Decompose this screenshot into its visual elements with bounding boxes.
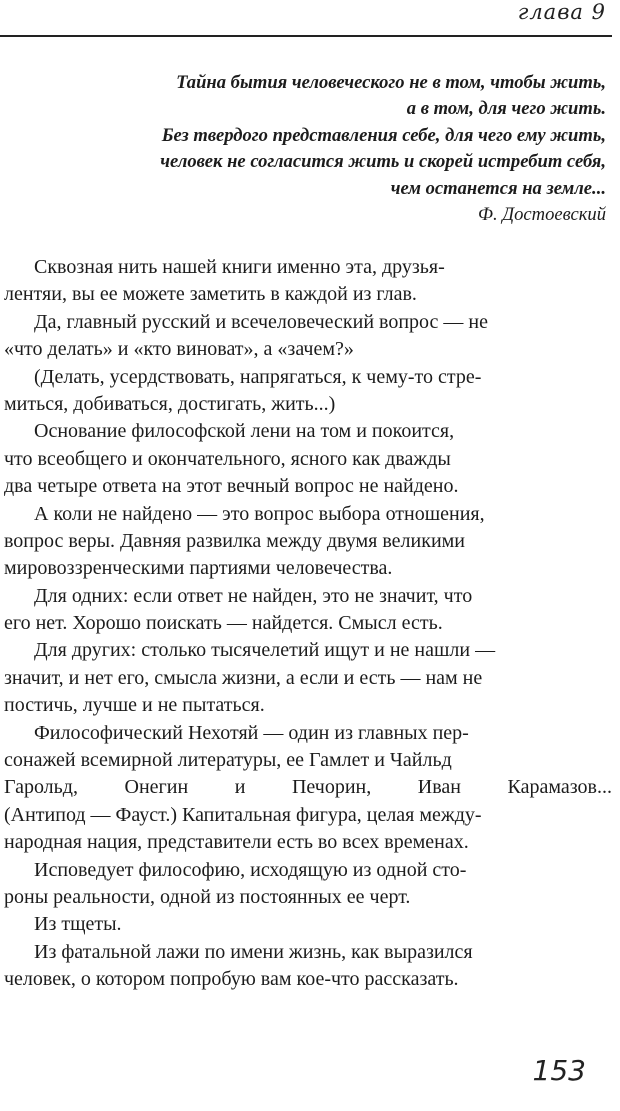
body-line: Философический Нехотяй — один из главных пер- <box>34 721 469 744</box>
body-line: что всеобщего и окончательного, ясного как дважды <box>4 447 451 470</box>
body-line: Гарольд, Онегин и Печорин, Иван Карамазов... <box>4 776 612 799</box>
epigraph <box>16 70 606 228</box>
body-line: мировоззренческими партиями человечества. <box>4 557 393 580</box>
header-rule <box>0 35 612 37</box>
page-number: 153 <box>532 1054 586 1087</box>
body-line: его нет. Хорошо поискать — найдется. Смысл есть. <box>4 612 443 635</box>
body-line: значит, и нет его, смысла жизни, а если и есть — нам не <box>4 666 483 689</box>
epigraph-line: а в том, для чего жить. <box>406 98 606 120</box>
body-line: два четыре ответа на этот вечный вопрос не найдено. <box>4 475 459 498</box>
epigraph-line: Без твердого представления себе, для чего ему жить, <box>161 124 606 146</box>
body-line: Из фатальной лажи по имени жизнь, как выразился <box>34 940 473 963</box>
body-line: «что делать» и «кто виноват», а «зачем?» <box>4 338 354 361</box>
epigraph-author: Ф. Достоевский <box>478 204 606 226</box>
body-line: миться, добиваться, достигать, жить...) <box>4 392 336 415</box>
running-head: глава 9 <box>517 0 606 24</box>
body-line: постичь, лучше и не пытаться. <box>4 694 265 717</box>
epigraph-line: чем останется на земле... <box>390 177 606 199</box>
body-line: Для других: столько тысячелетий ищут и не нашли — <box>34 639 496 662</box>
body-line: Основание философской лени на том и покоится, <box>34 420 455 443</box>
body-line: народная нация, представители есть во всех временах. <box>4 831 469 854</box>
body-line: Из тщеты. <box>34 913 122 936</box>
epigraph-line: человек не согласится жить и скорей истребит себя, <box>160 151 606 173</box>
body-line: А коли не найдено — это вопрос выбора отношения, <box>34 502 485 525</box>
body-line: Да, главный русский и всечеловеческий вопрос — не <box>34 310 489 333</box>
body-line: вопрос веры. Давняя развилка между двумя великими <box>4 529 466 552</box>
body-line: Сквозная нить нашей книги именно эта, друзья- <box>34 256 445 278</box>
epigraph-line: Тайна бытия человеческого не в том, чтобы жить, <box>176 72 606 93</box>
body-line: сонажей всемирной литературы, ее Гамлет и Чайльд <box>4 749 452 772</box>
body-line: роны реальности, одной из постоянных ее черт. <box>4 885 411 908</box>
body-line: (Делать, усердствовать, напрягаться, к чему-то стре- <box>34 365 482 388</box>
body-line: лентяи, вы ее можете заметить в каждой из глав. <box>4 283 417 306</box>
body-text <box>4 254 612 994</box>
body-line: (Антипод — Фауст.) Капитальная фигура, целая между- <box>4 803 482 826</box>
body-line: человек, о котором попробую вам кое-что рассказать. <box>4 968 459 991</box>
body-line: Для одних: если ответ не найден, это не значит, что <box>34 584 473 607</box>
body-line: Исповедует философию, исходящую из одной сто- <box>34 858 467 881</box>
